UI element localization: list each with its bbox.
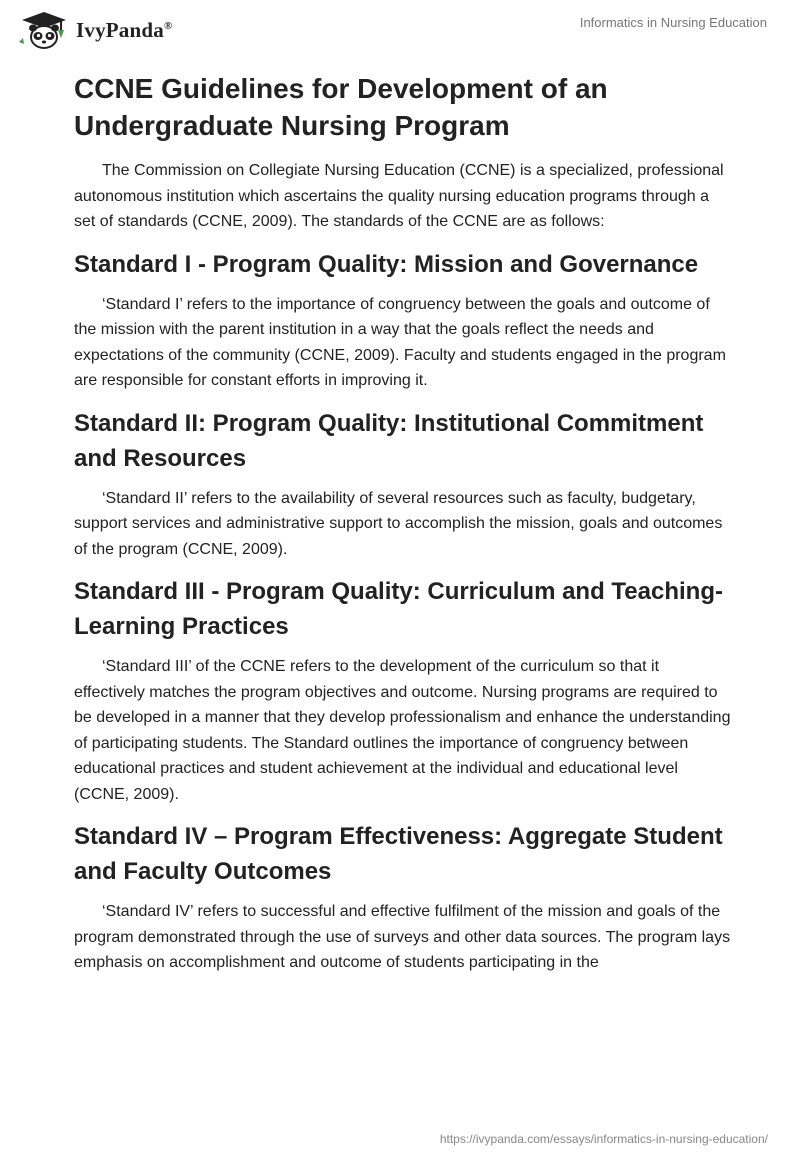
page-title: CCNE Guidelines for Development of an Undergraduate Nursing Program xyxy=(74,73,608,141)
article xyxy=(74,70,734,976)
page-header xyxy=(0,0,800,60)
section-body-standard-3: ‘Standard III’ of the CCNE refers to the development of the curriculum so that it effectively matches the program objectives and outcome. Nursing programs are required to be developed in a manner that they develop professionalism and enhance the understanding of participating students. The Standard outlines the importance of congruency between educational practices and student achievement at the individual and educational level (CCNE, 2009). xyxy=(74,658,731,803)
section-heading-standard-1: Standard I - Program Quality: Mission and Governance xyxy=(74,250,699,278)
section-body-standard-4: ‘Standard IV’ refers to successful and effective fulfilment of the mission and goals of the program demonstrated through the use of surveys and other data sources. The program lays emphasis on accomplishment and outcome of students participating in the xyxy=(74,903,731,971)
section-heading-standard-2: Standard II: Program Quality: Institutional Commitment and Resources xyxy=(74,409,704,472)
section-heading-standard-4: Standard IV – Program Effectiveness: Aggregate Student and Faculty Outcomes xyxy=(74,823,723,885)
source-url-link[interactable]: https://ivypanda.com/essays/informatics-in-nursing-education/ xyxy=(439,1132,768,1146)
section-body-standard-2: ‘Standard II’ refers to the availability of several resources such as faculty, budgetary, support services and administrative support to accomplish the mission, goals and outcomes of the program (CCNE, 2009). xyxy=(74,489,723,558)
registered-mark: ® xyxy=(163,19,173,32)
document-title: Informatics in Nursing Education xyxy=(579,15,767,30)
brand-name: IvyPanda® xyxy=(76,17,173,42)
brand-logo[interactable] xyxy=(16,10,172,50)
section-heading-standard-3: Standard III - Program Quality: Curriculum and Teaching-Learning Practices xyxy=(74,578,723,640)
panda-graduate-icon xyxy=(16,10,72,50)
intro-paragraph: The Commission on Collegiate Nursing Education (CCNE) is a specialized, professional autonomous institution which ascertains the quality nursing education programs through a set of standards (CCNE, 2009). The standards of the CCNE are as follows: xyxy=(74,162,724,230)
section-body-standard-1: ‘Standard I’ refers to the importance of congruency between the goals and outcome of the mission with the parent institution in a way that the goals reflect the needs and expectations of the community (CCNE, 2009). Faculty and students engaged in the program are responsible for constant efforts in improving it. xyxy=(74,295,726,389)
